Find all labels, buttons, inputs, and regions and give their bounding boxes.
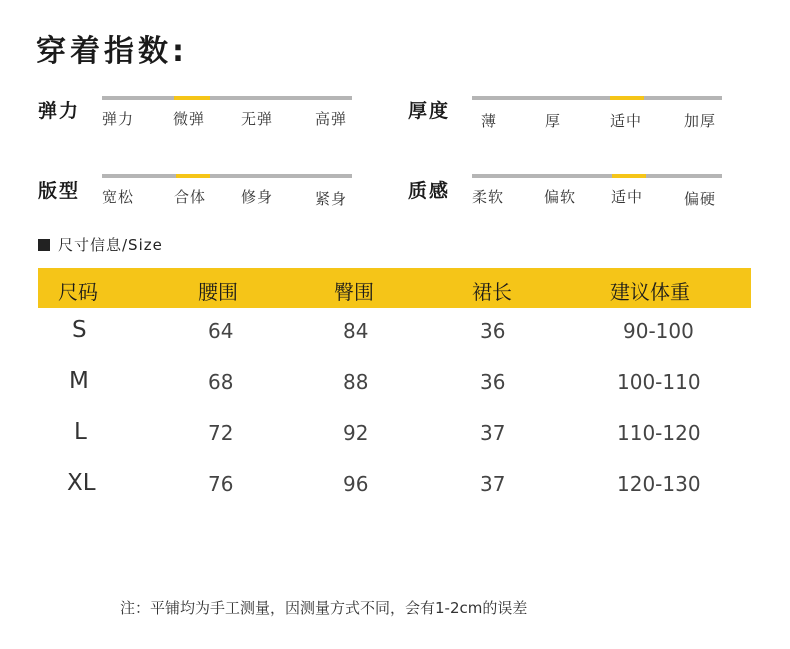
scale-option: 紧身 — [315, 190, 348, 208]
cell-hip: 96 — [343, 472, 369, 496]
scale-option: 修身 — [241, 188, 274, 206]
cell-size: M — [69, 368, 89, 394]
header-skirt-length: 裙长 — [472, 280, 512, 304]
scale-option: 宽松 — [102, 188, 135, 206]
scale-bar — [472, 96, 722, 100]
scale-option: 微弹 — [173, 110, 206, 128]
cell-waist: 68 — [208, 370, 234, 394]
scale-bar — [102, 96, 352, 100]
scale-active-segment — [176, 174, 210, 178]
scale-option: 弹力 — [102, 110, 135, 128]
cell-size: L — [74, 419, 87, 445]
cell-skirt-length: 36 — [480, 319, 506, 343]
scale-option: 厚 — [545, 112, 562, 130]
scale-option: 适中 — [611, 188, 644, 206]
scale-option: 无弹 — [241, 110, 274, 128]
cell-hip: 88 — [343, 370, 369, 394]
scale-option: 偏硬 — [684, 190, 717, 208]
size-heading-text: 尺寸信息/Size — [58, 236, 163, 254]
cell-waist: 64 — [208, 319, 234, 343]
scale-option: 偏软 — [544, 188, 577, 206]
page-title: 穿着指数: — [36, 34, 188, 69]
cell-waist: 76 — [208, 472, 234, 496]
metric-label: 厚度 — [408, 100, 451, 122]
measurement-note: 注：平铺均为手工测量，因测量方式不同，会有1-2cm的误差 — [120, 599, 528, 617]
square-bullet-icon — [38, 239, 50, 251]
scale-option: 适中 — [610, 112, 643, 130]
cell-weight: 110-120 — [617, 421, 701, 445]
header-recommended-weight: 建议体重 — [610, 280, 690, 304]
size-section-heading — [38, 234, 163, 255]
table-header — [38, 268, 751, 308]
metric-label: 弹力 — [38, 100, 81, 122]
cell-weight: 120-130 — [617, 472, 701, 496]
cell-weight: 100-110 — [617, 370, 701, 394]
scale-bar — [472, 174, 722, 178]
header-hip: 臀围 — [334, 280, 374, 304]
scale-active-segment — [612, 174, 646, 178]
header-waist: 腰围 — [198, 280, 238, 304]
scale-option: 合体 — [174, 188, 207, 206]
header-size: 尺码 — [58, 280, 98, 304]
cell-skirt-length: 36 — [480, 370, 506, 394]
cell-hip: 92 — [343, 421, 369, 445]
cell-skirt-length: 37 — [480, 421, 506, 445]
scale-option: 柔软 — [472, 188, 505, 206]
cell-size: S — [72, 317, 87, 343]
scale-active-segment — [610, 96, 644, 100]
metric-label: 质感 — [408, 180, 451, 202]
cell-waist: 72 — [208, 421, 234, 445]
scale-bar — [102, 174, 352, 178]
cell-skirt-length: 37 — [480, 472, 506, 496]
cell-weight: 90-100 — [623, 319, 694, 343]
cell-size: XL — [67, 470, 96, 496]
metric-label: 版型 — [38, 180, 81, 202]
cell-hip: 84 — [343, 319, 369, 343]
scale-option: 加厚 — [684, 112, 717, 130]
scale-option: 高弹 — [315, 110, 348, 128]
scale-option: 薄 — [481, 112, 498, 130]
scale-active-segment — [174, 96, 210, 100]
